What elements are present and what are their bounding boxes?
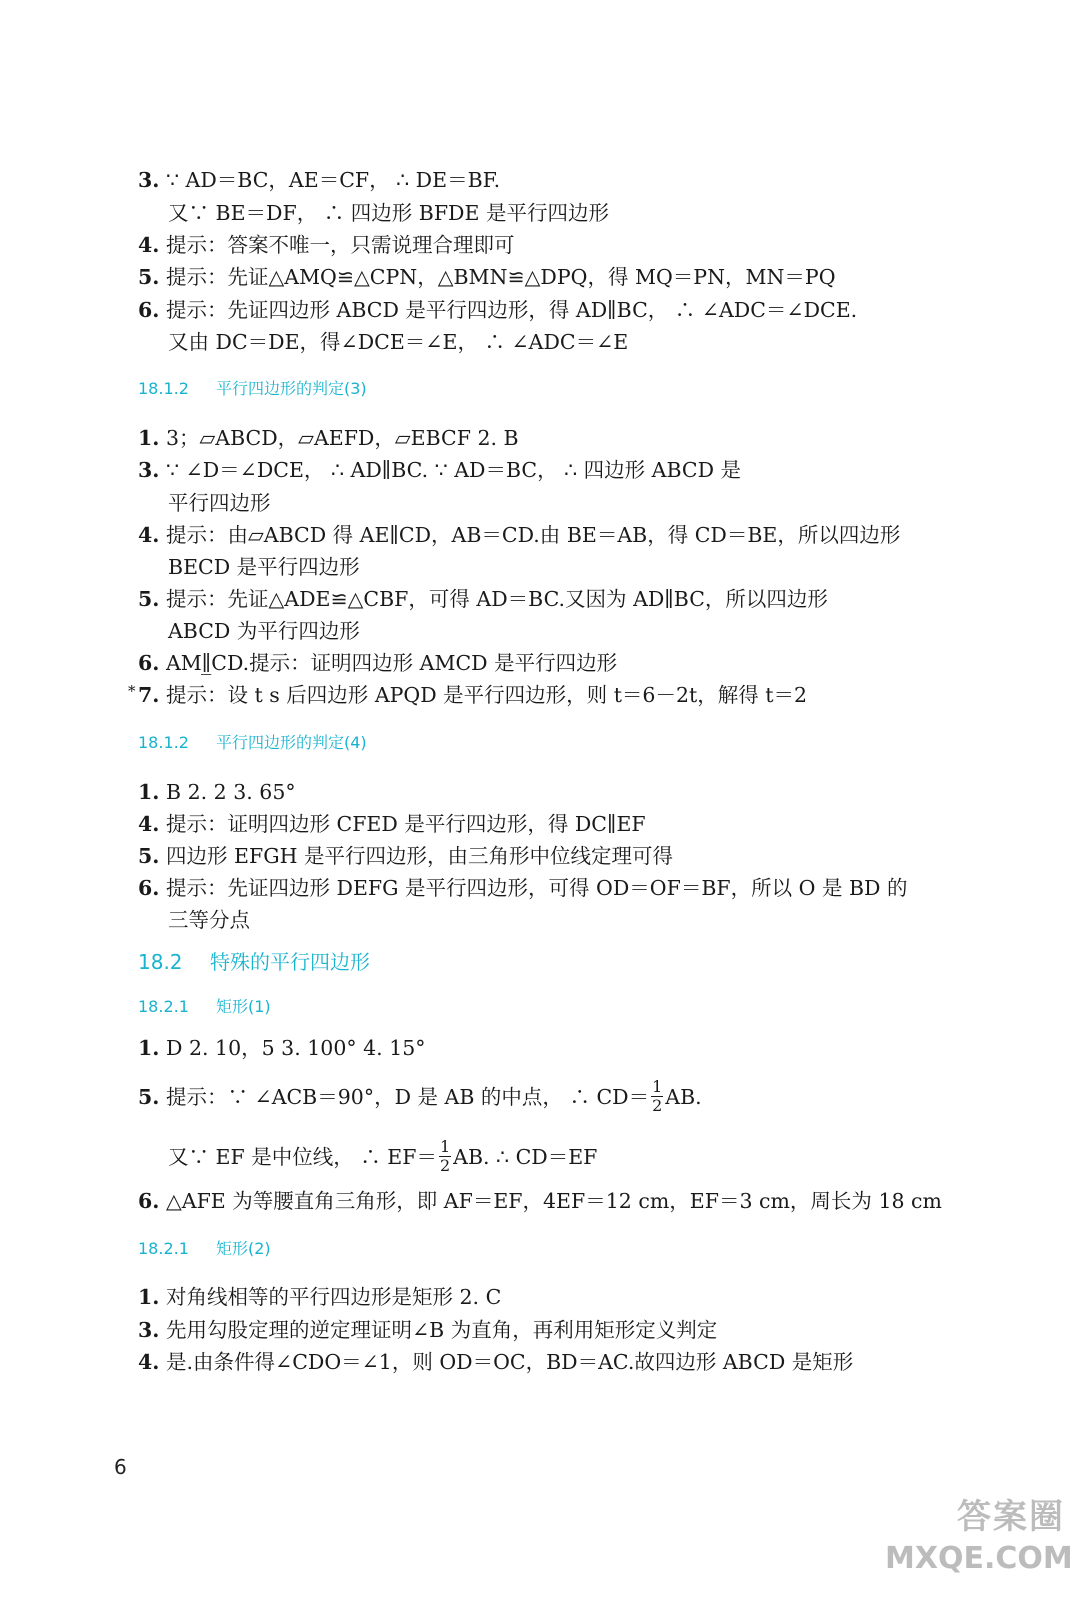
fraction: $\frac{1}{2}$ — [652, 1077, 663, 1115]
section-heading: 18.2.1 矩形(2) — [138, 1239, 271, 1258]
optional-star-marker: * — [128, 682, 136, 700]
answer-line: 6. △AFE 为等腰直角三角形，即 AF＝EF，4EF＝12 cm，EF＝3 cm，周长为 18 cm — [138, 1189, 942, 1213]
answer-line: 3. ∵ AD＝BC，AE＝CF， ∴ DE＝BF. — [138, 168, 501, 192]
page-number: 6 — [114, 1455, 127, 1479]
answer-line: 6. 提示：先证四边形 ABCD 是平行四边形，得 AD∥BC， ∴ ∠ADC＝∠DCE. — [138, 298, 858, 322]
watermark-logo: 答案圈 MXQE.COM — [885, 1497, 1073, 1576]
answer-line: 3. ∵ ∠D＝∠DCE， ∴ AD∥BC. ∵ AD＝BC， ∴ 四边形 ABCD 是 — [138, 458, 742, 482]
answer-line: 三等分点 — [168, 908, 250, 932]
answer-line: 5. 提示：∵ ∠ACB＝90°，D 是 AB 的中点， ∴ CD＝ $\frac{1}{2}$ AB. — [138, 1077, 702, 1115]
answer-line: 4. 提示：证明四边形 CFED 是平行四边形，得 DC∥EF — [138, 812, 646, 836]
answer-line: 1. B 2. 2 3. 65° — [138, 780, 296, 804]
answer-line: 4. 提示：答案不唯一，只需说理合理即可 — [138, 233, 515, 257]
answer-line: 7. 提示：设 t s 后四边形 APQD 是平行四边形，则 t＝6－2t，解得 t＝2 — [138, 683, 808, 707]
answer-line: 3. 先用勾股定理的逆定理证明∠B 为直角，再利用矩形定义判定 — [138, 1318, 718, 1342]
answer-line: 5. 提示：先证△AMQ≌△CPN，△BMN≌△DPQ，得 MQ＝PN，MN＝PQ — [138, 265, 836, 289]
answer-line: 又∵ EF 是中位线， ∴ EF＝ $\frac{1}{2}$ AB. ∴ CD＝EF — [168, 1137, 598, 1175]
section-heading: 18.2.1 矩形(1) — [138, 997, 271, 1016]
answer-line: 平行四边形 — [168, 491, 271, 515]
answer-line: 又由 DC＝DE，得∠DCE＝∠E， ∴ ∠ADC＝∠E — [168, 330, 629, 354]
answer-line: 1. 对角线相等的平行四边形是矩形 2. C — [138, 1285, 502, 1309]
answer-line: 4. 提示：由▱ABCD 得 AE∥CD，AB＝CD.由 BE＝AB，得 CD＝BE，所以四边形 — [138, 523, 901, 547]
section-heading: 18.1.2 平行四边形的判定(4) — [138, 733, 367, 752]
answer-line: 1. 3；▱ABCD，▱AEFD，▱EBCF 2. B — [138, 426, 519, 450]
answer-line: 6. AM∥̲CD.提示：证明四边形 AMCD 是平行四边形 — [138, 651, 618, 675]
answer-line: 5. 提示：先证△ADE≌△CBF，可得 AD＝BC.又因为 AD∥BC，所以四边形 — [138, 587, 828, 611]
answer-line: 6. 提示：先证四边形 DEFG 是平行四边形，可得 OD＝OF＝BF，所以 O 是 BD 的 — [138, 876, 908, 900]
answer-line: BECD 是平行四边形 — [168, 555, 360, 579]
answer-line: 1. D 2. 10，5 3. 100° 4. 15° — [138, 1036, 426, 1060]
section-heading: 18.1.2 平行四边形的判定(3) — [138, 379, 367, 398]
answer-line: 5. 四边形 EFGH 是平行四边形，由三角形中位线定理可得 — [138, 844, 673, 868]
answer-line: 4. 是.由条件得∠CDO＝∠1，则 OD＝OC，BD＝AC.故四边形 ABCD 是矩形 — [138, 1350, 854, 1374]
section-heading-major: 18.2 特殊的平行四边形 — [138, 950, 370, 974]
fraction: $\frac{1}{2}$ — [439, 1137, 451, 1175]
answer-line: 又∵ BE＝DF， ∴ 四边形 BFDE 是平行四边形 — [168, 201, 609, 225]
answer-line: ABCD 为平行四边形 — [168, 619, 360, 643]
